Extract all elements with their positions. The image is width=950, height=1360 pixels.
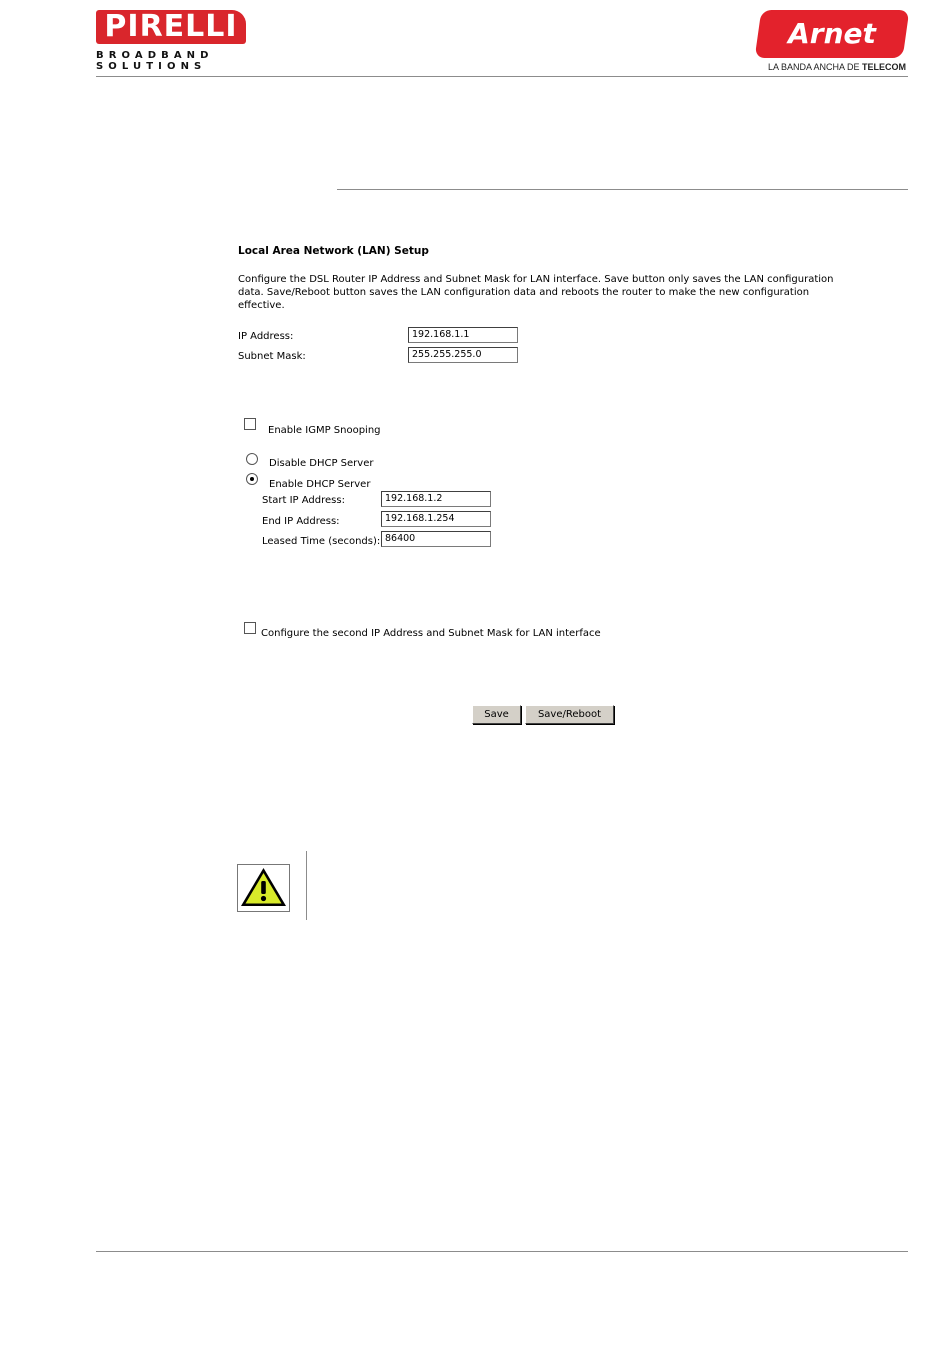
igmp-snooping-label: Enable IGMP Snooping <box>268 425 381 436</box>
save-reboot-button[interactable]: Save/Reboot <box>525 705 614 724</box>
second-ip-checkbox[interactable] <box>244 622 256 634</box>
start-ip-input[interactable]: 192.168.1.2 <box>381 491 491 507</box>
lease-time-label: Leased Time (seconds): <box>262 536 381 547</box>
footer-divider <box>96 1251 908 1252</box>
ip-address-input[interactable]: 192.168.1.1 <box>408 327 518 343</box>
lease-time-input[interactable]: 86400 <box>381 531 491 547</box>
section-divider <box>337 189 908 190</box>
page-title: Local Area Network (LAN) Setup <box>238 245 429 257</box>
ip-address-label: IP Address: <box>238 331 294 342</box>
header-divider <box>96 76 908 77</box>
start-ip-label: Start IP Address: <box>262 495 345 506</box>
subnet-mask-input[interactable]: 255.255.255.0 <box>408 347 518 363</box>
disable-dhcp-radio[interactable] <box>246 453 258 465</box>
end-ip-label: End IP Address: <box>262 516 340 527</box>
warning-icon <box>237 864 290 912</box>
warning-divider <box>306 851 307 920</box>
page-description: Configure the DSL Router IP Address and Subnet Mask for LAN interface. Save button only saves the LAN configuration data. Save/Reboot button saves the LAN configuration data and reboots the router to make the new configuration effective. <box>238 274 834 311</box>
second-ip-label: Configure the second IP Address and Subnet Mask for LAN interface <box>261 628 601 639</box>
disable-dhcp-label: Disable DHCP Server <box>269 458 374 469</box>
arnet-tagline <box>750 62 906 72</box>
igmp-snooping-checkbox[interactable] <box>244 418 256 430</box>
arnet-tagline-brand: TELECOM <box>862 62 906 72</box>
pirelli-logo <box>96 10 248 72</box>
subnet-mask-label: Subnet Mask: <box>238 351 306 362</box>
end-ip-input[interactable]: 192.168.1.254 <box>381 511 491 527</box>
enable-dhcp-label: Enable DHCP Server <box>269 479 371 490</box>
arnet-wordmark: Arnet <box>788 17 876 50</box>
arnet-logo <box>750 10 910 74</box>
pirelli-subtitle-line2: SOLUTIONS <box>96 61 207 72</box>
pirelli-subtitle-line1: BROADBAND <box>96 50 214 61</box>
save-button[interactable]: Save <box>472 705 521 724</box>
pirelli-wordmark: PIRELLI <box>96 10 246 44</box>
enable-dhcp-radio[interactable] <box>246 473 258 485</box>
arnet-tagline-prefix: LA BANDA ANCHA DE <box>767 62 862 72</box>
